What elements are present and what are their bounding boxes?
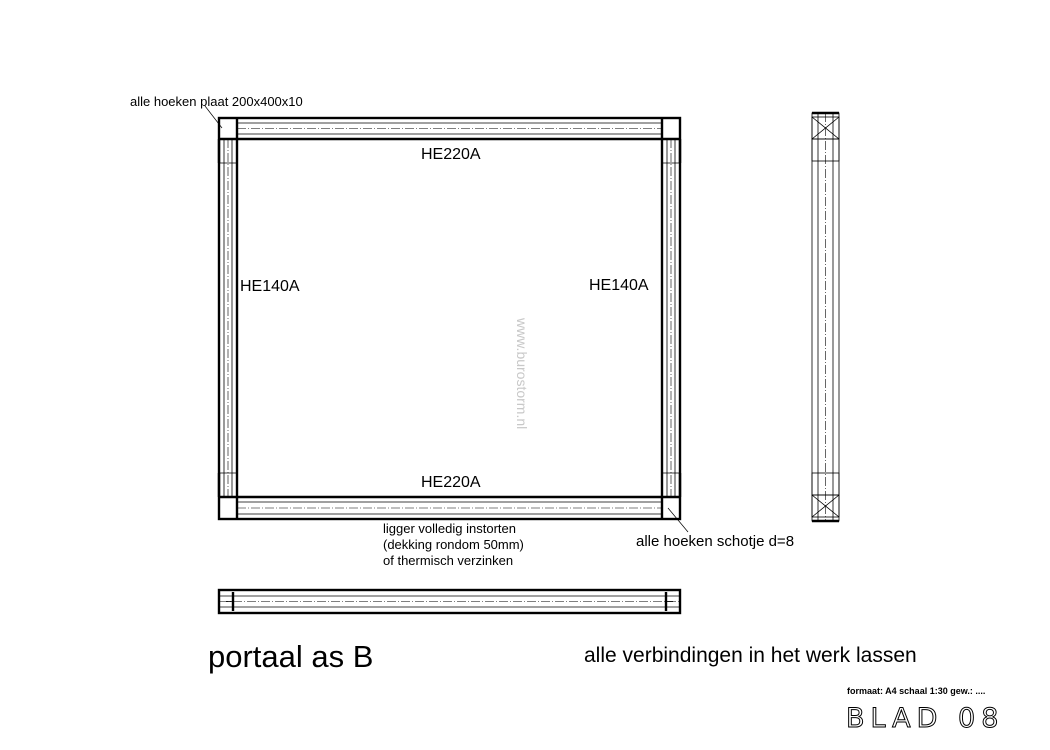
portal-frame-front-view <box>219 118 680 519</box>
frame-outer-contour <box>219 118 680 519</box>
main-title: portaal as B <box>208 639 374 674</box>
sheet-number: BLAD 08 <box>846 703 1005 734</box>
title-block-format: formaat: A4 schaal 1:30 gew.: .... <box>847 686 986 696</box>
beam-note-line-3: of thermisch verzinken <box>383 553 514 568</box>
beam-note-line-1: ligger volledig instorten <box>383 521 516 536</box>
portal-side-view <box>812 113 839 521</box>
corner-stiffener-note: alle hoeken schotje d=8 <box>636 533 795 550</box>
beam-plan-view <box>219 590 680 613</box>
top-beam-label: HE220A <box>421 146 481 163</box>
connections-note: alle verbindingen in het werk lassen <box>584 644 917 667</box>
corner-plates <box>219 139 680 497</box>
beam-note-line-2: (dekking rondom 50mm) <box>383 537 524 552</box>
right-column-label: HE140A <box>589 277 649 294</box>
left-column-label: HE140A <box>240 278 300 295</box>
watermark: www.burostorm.nl <box>514 318 530 430</box>
bottom-beam-label: HE220A <box>421 474 481 491</box>
corner-plate-note: alle hoeken plaat 200x400x10 <box>130 94 303 109</box>
